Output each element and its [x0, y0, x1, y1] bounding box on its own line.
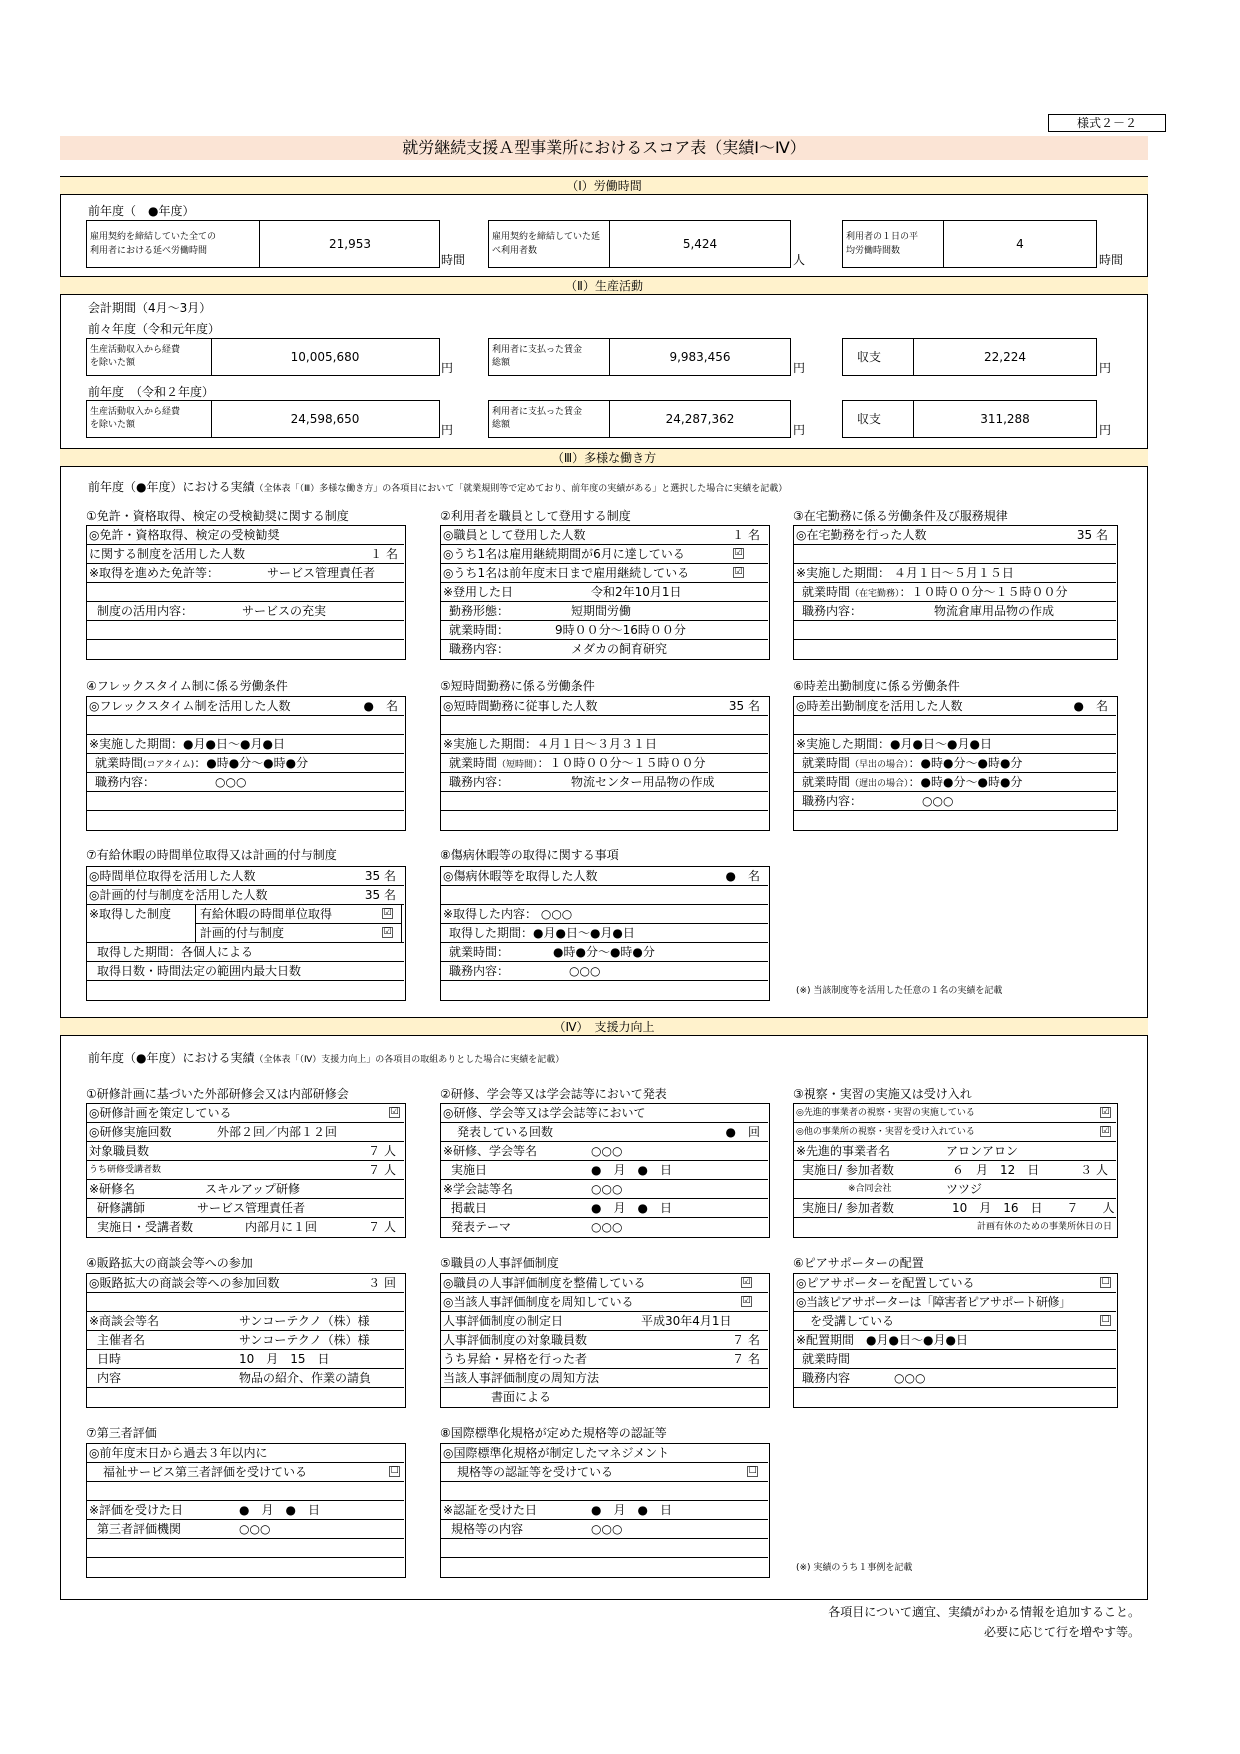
- value: 10,005,680: [290, 350, 360, 364]
- value: 4: [1016, 237, 1024, 251]
- row-value: 短期間労働: [571, 604, 632, 618]
- s3-b4-title: ④フレックスタイム制に係る労働条件: [86, 679, 288, 693]
- row-text: ◎販路拡大の商談会等への参加回数: [89, 1276, 280, 1290]
- label: 生産活動収入から経費: [90, 345, 181, 355]
- section-2-band: （Ⅱ）生産活動: [60, 276, 1148, 295]
- label: 収支: [857, 412, 882, 426]
- section-4-band: （Ⅳ） 支援力向上: [60, 1017, 1148, 1036]
- row-text: ※商談会等名: [89, 1314, 160, 1328]
- unit: 人: [793, 253, 806, 267]
- row-value: ○○○: [591, 1522, 623, 1536]
- option-label: 計画的付与制度: [200, 926, 285, 940]
- unit: 円: [1099, 423, 1112, 437]
- row-value: ○○○: [215, 775, 247, 789]
- checkbox[interactable]: ☑: [390, 1107, 399, 1117]
- row-value: ● 回: [725, 1125, 760, 1139]
- label: 生産活動収入から経費: [90, 407, 181, 417]
- row-text: ※研修、学会等名: [443, 1144, 538, 1158]
- s2-period: 会計期間（4月～3月）: [88, 301, 212, 315]
- row-text: ※学会誌等名: [443, 1182, 514, 1196]
- row-value: ツツジ: [946, 1182, 983, 1196]
- row-value: １ 名: [732, 528, 760, 542]
- label: 利用者の１日の平: [846, 232, 919, 242]
- footer-line-2: 必要に応じて行を増やす等。: [983, 1625, 1140, 1639]
- row-text: 取得した期間：●月●日～●月●日: [449, 926, 635, 940]
- row-value: ３ 人: [1080, 1163, 1108, 1177]
- s4-b6-box: [793, 1273, 1118, 1408]
- row-value: ● 月 ● 日: [239, 1503, 320, 1517]
- row-text: 掲載日: [451, 1201, 488, 1215]
- row-text: ※登用した日: [443, 585, 514, 599]
- row-value: アロンアロン: [946, 1144, 1019, 1158]
- row-text: 計画有休のための事業所休日の日: [976, 1222, 1112, 1232]
- s3-b6-box: [793, 696, 1118, 831]
- row-text: ※認証を受けた日: [443, 1503, 538, 1517]
- section-1-band: （Ⅰ）労働時間: [60, 176, 1148, 195]
- row-text: ◎前年度末日から過去３年以内に: [89, 1446, 268, 1460]
- row-text: ◎国際標準化規格が制定したマネジメント: [443, 1446, 670, 1460]
- value: 311,288: [980, 412, 1030, 426]
- s4-b2-title: ②研修、学会等又は学会誌等において発表: [440, 1087, 667, 1101]
- row-text: 取得した期間：各個人による: [97, 945, 254, 959]
- checkbox[interactable]: ☑: [742, 1277, 751, 1287]
- row-value: サービス管理責任者: [197, 1201, 306, 1215]
- row-value: ：１０時００分～１５時００分: [899, 585, 1068, 599]
- unit: 円: [1099, 361, 1112, 375]
- intro-note: （全体表「（Ⅲ）多様な働き方」の各項目において「就業規則等で定めており、前年度の実績がある」と選択した場合に実績を記載）: [254, 484, 788, 494]
- row-text: 実施日: [451, 1163, 488, 1177]
- row-text: 第三者評価機関: [97, 1522, 182, 1536]
- row-value: 令和2年10月1日: [591, 585, 682, 599]
- s3-b1-title: ①免許・資格取得、検定の受検勧奨に関する制度: [86, 509, 349, 523]
- row-value: ○○○: [894, 1371, 926, 1385]
- row-text: 就業時間: [802, 756, 851, 770]
- s2-r2-box3: [842, 400, 1097, 438]
- row-value: ７ 人: [368, 1220, 396, 1234]
- row-value: ○○○: [922, 794, 954, 808]
- label: 雇用契約を締結していた延: [492, 232, 601, 242]
- s4-b8-title: ⑧国際標準化規格が定めた規格等の認証等: [440, 1426, 667, 1440]
- row-text: ◎先進的事業者の視察・実習の実施している: [796, 1108, 975, 1118]
- row-text: 人事評価制度の対象職員数: [443, 1333, 588, 1347]
- s2-r1-box1: [86, 338, 440, 376]
- s4-b1-title: ①研修計画に基づいた外部研修会又は内部研修会: [86, 1087, 349, 1101]
- row-text: ※実施した期間：●月●日～●月●日: [89, 737, 285, 751]
- row-value: 10 月 15 日: [239, 1352, 330, 1366]
- unit: 時間: [441, 253, 466, 267]
- checkbox[interactable]: ☑: [1101, 1126, 1110, 1136]
- s3-b2-title: ②利用者を職員として登用する制度: [440, 509, 631, 523]
- checkbox[interactable]: ☐: [390, 1466, 399, 1476]
- s4-b4-title: ④販路拡大の商談会等への参加: [86, 1256, 253, 1270]
- row-text: 主催者名: [97, 1333, 146, 1347]
- unit: 円: [441, 423, 454, 437]
- value: 24,287,362: [665, 412, 735, 426]
- row-text: 取得日数・時間法定の範囲内最大日数: [97, 964, 302, 978]
- footer-line-1: 各項目について適宜、実績がわかる情報を追加すること。: [828, 1605, 1140, 1619]
- row-text: 人事評価制度の制定日: [443, 1314, 564, 1328]
- row-text: 福祉サービス第三者評価を受けている: [103, 1465, 308, 1479]
- row-sub: ※合同会社: [848, 1184, 892, 1194]
- row-value: 物流倉庫用品物の作成: [934, 604, 1055, 618]
- row-text: 職務内容：: [449, 964, 510, 978]
- row-value: 外部２回／内部１２回: [217, 1125, 338, 1139]
- s4-b7-title: ⑦第三者評価: [86, 1426, 157, 1440]
- s4-b7-box: [86, 1443, 406, 1578]
- row-value: 物流センター用品物の作成: [571, 775, 715, 789]
- row-text: 就業時間: [449, 756, 498, 770]
- row-text: ◎職員として登用した人数: [443, 528, 586, 542]
- row-text: ※配置期間 ●月●日～●月●日: [796, 1333, 968, 1347]
- label: を除いた額: [90, 420, 136, 430]
- s3-b6-title: ⑥時差出勤制度に係る労働条件: [793, 679, 960, 693]
- value: 21,953: [329, 237, 371, 251]
- s3-b8-box: [440, 866, 770, 1001]
- s4-b3-box: [793, 1103, 1118, 1238]
- row-text: 職務内容：: [802, 794, 863, 808]
- row-value: 10 月 16 日 ７ 人: [952, 1201, 1115, 1215]
- row-text: 対象職員数: [89, 1144, 150, 1158]
- s1-box1: [86, 220, 440, 268]
- row-value: ：●時●分～●時●分: [908, 756, 1023, 770]
- value: 24,598,650: [290, 412, 360, 426]
- checkbox[interactable]: ☑: [742, 1296, 751, 1306]
- row-text: ◎うち1名は前年度末日まで雇用継続している: [443, 566, 690, 580]
- row-value: 35 名: [364, 888, 396, 902]
- s1-box3: [842, 220, 1097, 268]
- checkbox[interactable]: ☑: [734, 548, 743, 558]
- row-value: ○○○: [569, 964, 601, 978]
- s2-r1-box3: [842, 338, 1097, 376]
- unit: 円: [441, 361, 454, 375]
- s3-b7-title: ⑦有給休暇の時間単位取得又は計画的付与制度: [86, 848, 337, 862]
- s2-r2-box2: [488, 400, 791, 438]
- checkbox[interactable]: ☑: [383, 908, 392, 918]
- row-value: 物品の紹介、作業の請負: [239, 1371, 372, 1385]
- row-text: ※取得した内容： ○○○: [443, 907, 573, 921]
- intro-text: 前年度（●年度）における実績: [88, 480, 255, 494]
- row-text: ※実施した期間：●月●日～●月●日: [796, 737, 992, 751]
- row-text: ◎うち1名は雇用継続期間が6月に達している: [443, 547, 685, 561]
- row-value: 平成30年4月1日: [641, 1314, 732, 1328]
- row-value: ○○○: [591, 1144, 623, 1158]
- page-title: 就労継続支援Ａ型事業所におけるスコア表（実績Ⅰ～Ⅳ）: [60, 136, 1148, 160]
- row-text: ◎研修、学会等又は学会誌等において: [443, 1106, 646, 1120]
- row-value: サービスの充実: [242, 604, 327, 618]
- s4-b2-box: [440, 1103, 770, 1238]
- row-text: 職務内容：: [449, 775, 510, 789]
- s1-box2: [488, 220, 791, 268]
- value: 9,983,456: [669, 350, 731, 364]
- section-3-band: （Ⅲ）多様な働き方: [60, 448, 1148, 467]
- row-text: 就業時間：: [449, 945, 510, 959]
- intro-text: 前年度（●年度）における実績: [88, 1051, 255, 1065]
- row-value: ７ 名: [732, 1333, 760, 1347]
- s4-note: (※) 実績のうち１事例を記載: [796, 1563, 913, 1573]
- s3-b1-box: [86, 525, 406, 660]
- label: 総額: [492, 420, 511, 430]
- row-text: ◎時差出勤制度を活用した人数: [796, 699, 963, 713]
- row-value: ● 月 ● 日: [591, 1503, 672, 1517]
- row-value: サンコーテクノ（株）様: [239, 1333, 370, 1347]
- checkbox[interactable]: ☑: [734, 567, 743, 577]
- checkbox[interactable]: ☑: [383, 927, 392, 937]
- row-text: 発表している回数: [457, 1125, 554, 1139]
- label: 利用者に支払った賃金: [492, 345, 583, 355]
- unit: 円: [793, 361, 806, 375]
- row-text: ※取得した制度: [89, 907, 172, 921]
- label: 利用者における延べ労働時間: [90, 246, 208, 256]
- unit: 円: [793, 423, 806, 437]
- row-text: 当該人事評価制度の周知方法: [443, 1371, 600, 1385]
- row-value: 書面による: [491, 1390, 552, 1404]
- row-value: ●時●分～●時●分: [553, 945, 655, 959]
- row-text: 発表テーマ: [451, 1220, 512, 1234]
- row-text: 規格等の内容: [451, 1522, 524, 1536]
- row-value: ○○○: [591, 1182, 623, 1196]
- row-text: ※実施した期間： ４月１日～５月１５日: [796, 566, 1014, 580]
- s3-b2-box: [440, 525, 770, 660]
- row-value: メダカの飼育研究: [571, 642, 668, 656]
- row-value: ● 名: [725, 869, 760, 883]
- row-sub: （短時間）: [497, 760, 538, 770]
- row-text: ◎免許・資格取得、検定の受検勧奨: [89, 528, 280, 542]
- s4-b3-title: ③視察・実習の実施又は受け入れ: [793, 1087, 972, 1101]
- s3-b5-title: ⑤短時間勤務に係る労働条件: [440, 679, 595, 693]
- row-value: ● 名: [363, 699, 398, 713]
- row-text: うち研修受講者数: [89, 1165, 162, 1175]
- row-value: サービス管理責任者: [267, 566, 376, 580]
- row-text: 実施日/ 参加者数: [802, 1163, 894, 1177]
- row-sub: （遅出の場合）: [850, 779, 909, 789]
- row-text: 規格等の認証等を受けている: [457, 1465, 614, 1479]
- row-text: 就業時間: [802, 775, 851, 789]
- row-value: サンコーテクノ（株）様: [239, 1314, 370, 1328]
- row-text: ◎短時間勤務に従事した人数: [443, 699, 598, 713]
- row-value: ● 名: [1073, 699, 1108, 713]
- s3-b3-box: [793, 525, 1118, 660]
- intro-note: （全体表「（Ⅳ）支援力向上」の各項目の取組ありとした場合に実績を記載）: [254, 1055, 565, 1065]
- row-sub: （早出の場合）: [850, 760, 909, 770]
- row-text: ◎計画的付与制度を活用した人数: [89, 888, 268, 902]
- row-text: ※評価を受けた日: [89, 1503, 184, 1517]
- value: 5,424: [682, 237, 718, 251]
- s1-year: 前年度（ ●年度）: [88, 204, 195, 218]
- value: 22,224: [984, 350, 1026, 364]
- row-text: ◎職員の人事評価制度を整備している: [443, 1276, 646, 1290]
- option-label: 有給休暇の時間単位取得: [200, 907, 333, 921]
- label: 総額: [492, 358, 511, 368]
- row-text: ◎在宅勤務を行った人数: [796, 528, 927, 542]
- s4-b8-box: [440, 1443, 770, 1578]
- s4-intro: [88, 1052, 564, 1065]
- row-value: ：１０時００分～１５時００分: [537, 756, 706, 770]
- row-text: ◎当該人事評価制度を周知している: [443, 1295, 634, 1309]
- s3-b7-box: [86, 866, 406, 1001]
- row-text: 内容: [97, 1371, 122, 1385]
- s4-b5-box: [440, 1273, 770, 1408]
- row-text: 職務内容：: [802, 604, 863, 618]
- row-value: ７ 人: [368, 1163, 396, 1177]
- label: べ利用者数: [492, 246, 538, 256]
- row-text: 研修講師: [97, 1201, 146, 1215]
- s3-b8-title: ⑧傷病休暇等の取得に関する事項: [440, 848, 619, 862]
- checkbox[interactable]: ☑: [1101, 1107, 1110, 1117]
- s3-b3-title: ③在宅勤務に係る労働条件及び服務規律: [793, 509, 1008, 523]
- row-text: ◎当該ピアサポーターは「障害者ピアサポート研修」: [796, 1295, 1071, 1309]
- label: 均労働時間数: [846, 246, 901, 256]
- row-text: ※取得を進めた免許等：: [89, 566, 220, 580]
- label: 収支: [857, 350, 882, 364]
- row-text: ◎傷病休暇等を取得した人数: [443, 869, 598, 883]
- row-text: 日時: [97, 1352, 122, 1366]
- s2-r1-box2: [488, 338, 791, 376]
- row-value: ：●時●分～●時●分: [194, 756, 309, 770]
- checkbox[interactable]: ☐: [1101, 1315, 1110, 1325]
- row-value: 35 名: [1076, 528, 1108, 542]
- row-text: 職務内容：: [449, 642, 510, 656]
- row-text: 就業時間: [802, 1352, 851, 1366]
- row-text: ◎他の事業所の視察・実習を受け入れている: [796, 1127, 975, 1137]
- row-text: 就業時間：: [449, 623, 510, 637]
- row-value: 35 名: [728, 699, 760, 713]
- row-text: ※実施した期間：４月１日～３月３１日: [443, 737, 658, 751]
- s3-b4-box: [86, 696, 406, 831]
- row-value: 内部月に１回: [245, 1220, 318, 1234]
- row-text: を受講している: [810, 1314, 895, 1328]
- row-text: ◎研修計画を策定している: [89, 1106, 232, 1120]
- row-text: 職務内容：: [95, 775, 156, 789]
- s2-year1: 前々年度（令和元年度）: [88, 322, 221, 336]
- row-text: に関する制度を活用した人数: [89, 547, 246, 561]
- form-number-box: 様式２－２: [1048, 114, 1166, 132]
- row-value: 35 名: [364, 869, 396, 883]
- row-value: ● 月 ● 日: [591, 1201, 672, 1215]
- checkbox[interactable]: ☐: [1101, 1277, 1110, 1287]
- row-text: ◎時間単位取得を活用した人数: [89, 869, 256, 883]
- s3-note: (※) 当該制度等を活用した任意の１名の実績を記載: [796, 986, 1003, 996]
- row-value: ７ 名: [732, 1352, 760, 1366]
- unit: 時間: [1099, 253, 1124, 267]
- row-text: 制度の活用内容：: [97, 604, 194, 618]
- s3-intro: [88, 481, 787, 494]
- row-text: ◎フレックスタイム制を活用した人数: [89, 699, 291, 713]
- row-text: 職務内容: [802, 1371, 851, 1385]
- row-sub: （在宅勤務）: [850, 589, 900, 599]
- s4-b5-title: ⑤職員の人事評価制度: [440, 1256, 559, 1270]
- s2-year2: 前年度 （令和２年度）: [88, 385, 215, 399]
- row-value: ３ 回: [368, 1276, 396, 1290]
- s4-b4-box: [86, 1273, 406, 1408]
- row-sub: (コアタイム): [143, 760, 195, 770]
- row-value: ● 月 ● 日: [591, 1163, 672, 1177]
- row-text: 実施日/ 参加者数: [802, 1201, 894, 1215]
- row-text: ◎ピアサポーターを配置している: [796, 1276, 975, 1290]
- row-value: １ 名: [370, 547, 398, 561]
- row-text: 就業時間: [802, 585, 851, 599]
- row-text: ※先進的事業者名: [796, 1144, 891, 1158]
- row-value: ：●時●分～●時●分: [908, 775, 1023, 789]
- s4-b6-title: ⑥ピアサポーターの配置: [793, 1256, 924, 1270]
- row-value: ○○○: [239, 1522, 271, 1536]
- row-value: ６ 月 12 日: [952, 1163, 1040, 1177]
- row-value: スキルアップ研修: [205, 1182, 301, 1196]
- s3-b5-box: [440, 696, 770, 831]
- label: を除いた額: [90, 358, 136, 368]
- row-value: 9時００分～16時００分: [555, 623, 686, 637]
- row-text: 就業時間: [95, 756, 144, 770]
- s2-r2-box1: [86, 400, 440, 438]
- label: 雇用契約を締結していた全ての: [90, 232, 217, 242]
- checkbox[interactable]: ☐: [748, 1466, 757, 1476]
- label: 利用者に支払った賃金: [492, 407, 583, 417]
- s4-b1-box: [86, 1103, 406, 1238]
- row-value: ○○○: [591, 1220, 623, 1234]
- row-value: ７ 人: [368, 1144, 396, 1158]
- row-text: 勤務形態：: [449, 604, 510, 618]
- row-text: ◎研修実施回数: [89, 1125, 172, 1139]
- row-text: うち昇給・昇格を行った者: [443, 1352, 588, 1366]
- row-text: ※研修名: [89, 1182, 136, 1196]
- row-text: 実施日・受講者数: [97, 1220, 194, 1234]
